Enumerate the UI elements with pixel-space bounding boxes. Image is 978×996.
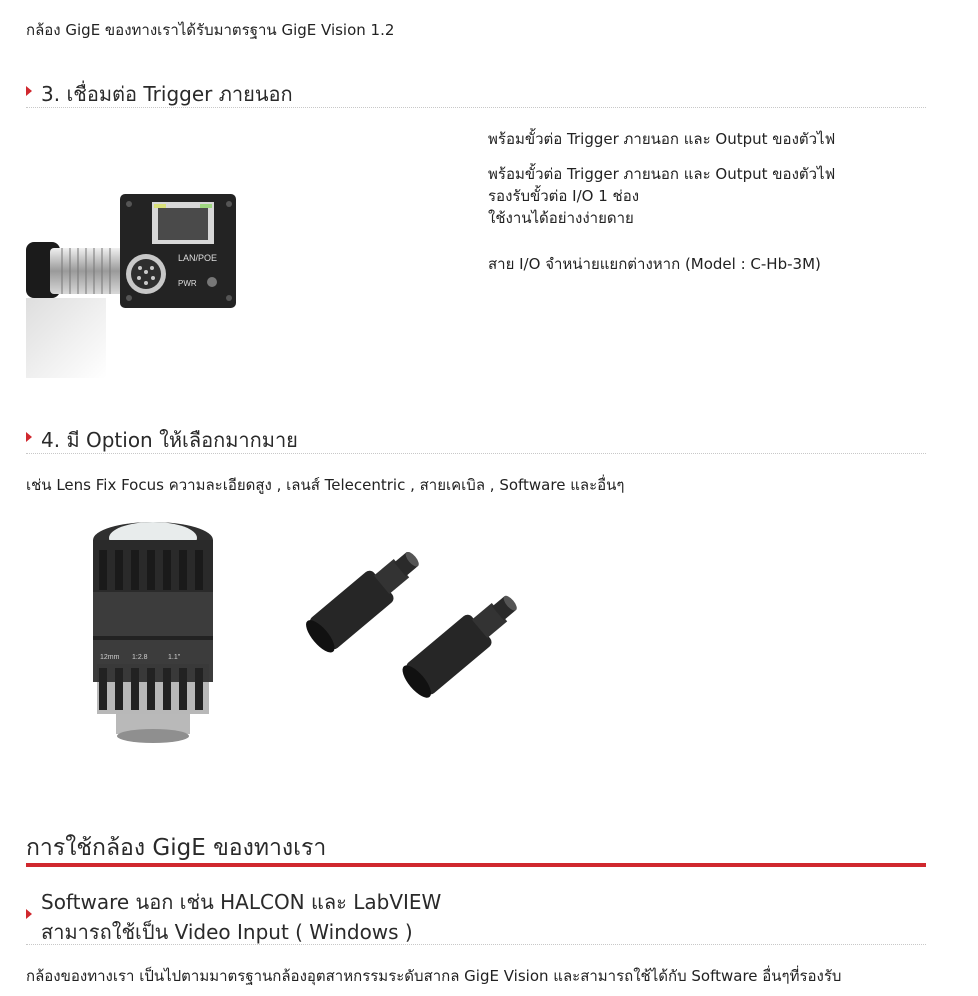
spec-line-3: รองรับขั้วต่อ I/O 1 ช่อง [488,187,640,205]
section-3-header [26,76,926,108]
usage-title: การใช้กล้อง GigE ของทางเรา [26,835,327,861]
page-content [26,0,926,996]
usage-header [26,828,926,867]
section-3-title: 3. เชื่อมต่อ Trigger ภายนอก [41,82,293,106]
red-triangle-icon [26,86,32,96]
lan-poe-label: LAN/POE [178,253,218,263]
section-4-header [26,422,926,454]
intro-text: กล้อง GigE ของทางเราได้รับมาตรฐาน GigE Vision 1.2 [26,21,395,39]
software-header [26,884,926,945]
lens-photo [70,518,236,744]
software-title-line-2: สามารถใช้เป็น Video Input ( Windows ) [41,920,413,944]
camera-connector-photo [26,188,238,378]
lens-marking-focal: 12mm [100,654,120,661]
red-triangle-icon [26,432,32,442]
telecentric-lens-photo [302,552,532,708]
spec-line-4: ใช้งานได้อย่างง่ายดาย [488,209,634,227]
options-description: เช่น Lens Fix Focus ความละเอียดสูง , เลนส์ Telecentric , สายเคเบิล , Software และอื่นๆ [26,476,625,494]
lens-marking-aperture: 1:2.8 [132,654,148,661]
spec-line-5: สาย I/O จำหน่ายแยกต่างหาก (Model : C-Hb-3M) [488,255,821,273]
red-triangle-icon [26,909,32,919]
spec-line-1: พร้อมขั้วต่อ Trigger ภายนอก และ Output ของตัวไฟ [488,130,836,148]
lens-marking-format: 1.1" [168,654,181,661]
software-title-line-1: Software นอก เช่น HALCON และ LabVIEW [41,890,442,914]
spec-line-2: พร้อมขั้วต่อ Trigger ภายนอก และ Output ของตัวไฟ [488,165,836,183]
section-4-title: 4. มี Option ให้เลือกมากมาย [41,428,298,452]
footer-text: กล้องของทางเรา เป็นไปตามมาตรฐานกล้องอุตสาหกรรมระดับสากล GigE Vision และสามารถใช้ได้กับ Software อื่นๆที่รองรับ [26,967,842,985]
pwr-label: PWR [178,279,197,288]
